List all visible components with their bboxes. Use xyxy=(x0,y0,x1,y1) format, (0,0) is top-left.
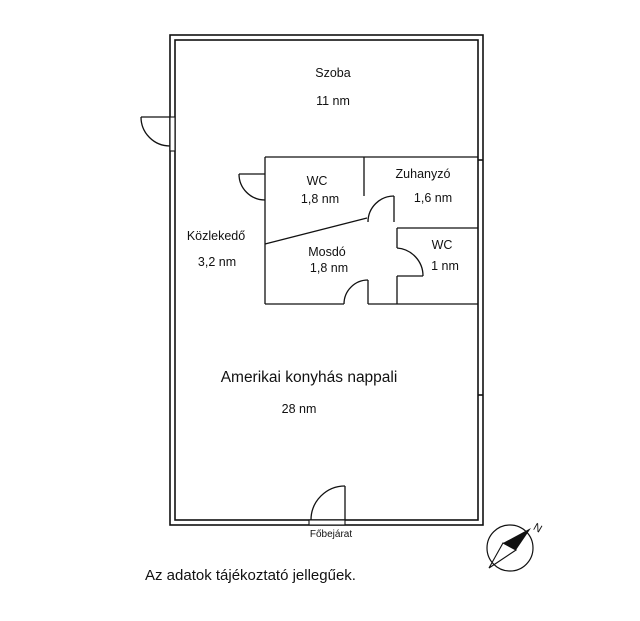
door-wc1 xyxy=(239,174,265,200)
room-name-szoba: Szoba xyxy=(315,66,351,80)
door-mosdo xyxy=(344,280,368,304)
room-area-mosdo: 1,8 nm xyxy=(309,261,349,275)
compass-north-letter: N xyxy=(531,521,544,536)
footnote: Az adatok tájékoztató jellegűek. xyxy=(145,567,356,584)
room-area-zuhanyzo: 1,6 nm xyxy=(413,191,453,205)
door-main-entrance xyxy=(309,486,345,525)
room-name-wc2: WC xyxy=(431,238,453,252)
door-wc2 xyxy=(397,248,423,276)
room-name-nappali: Amerikai konyhás nappali xyxy=(220,369,398,386)
outer-wall xyxy=(170,35,483,525)
door-zuhanyzo xyxy=(368,196,394,222)
entrance-label: Főbejárat xyxy=(309,529,353,540)
room-name-kozlekedo: Közlekedő xyxy=(186,229,246,243)
compass-icon xyxy=(487,521,544,571)
room-area-wc1: 1,8 nm xyxy=(300,192,340,206)
door-szoba xyxy=(141,117,175,151)
room-area-szoba: 11 nm xyxy=(316,94,350,108)
room-area-wc2: 1 nm xyxy=(431,259,459,273)
room-area-nappali: 28 nm xyxy=(281,402,317,416)
room-area-kozlekedo: 3,2 nm xyxy=(197,255,237,269)
room-name-zuhanyzo: Zuhanyzó xyxy=(395,167,451,181)
room-name-mosdo: Mosdó xyxy=(308,245,346,259)
room-name-wc1: WC xyxy=(306,174,328,188)
